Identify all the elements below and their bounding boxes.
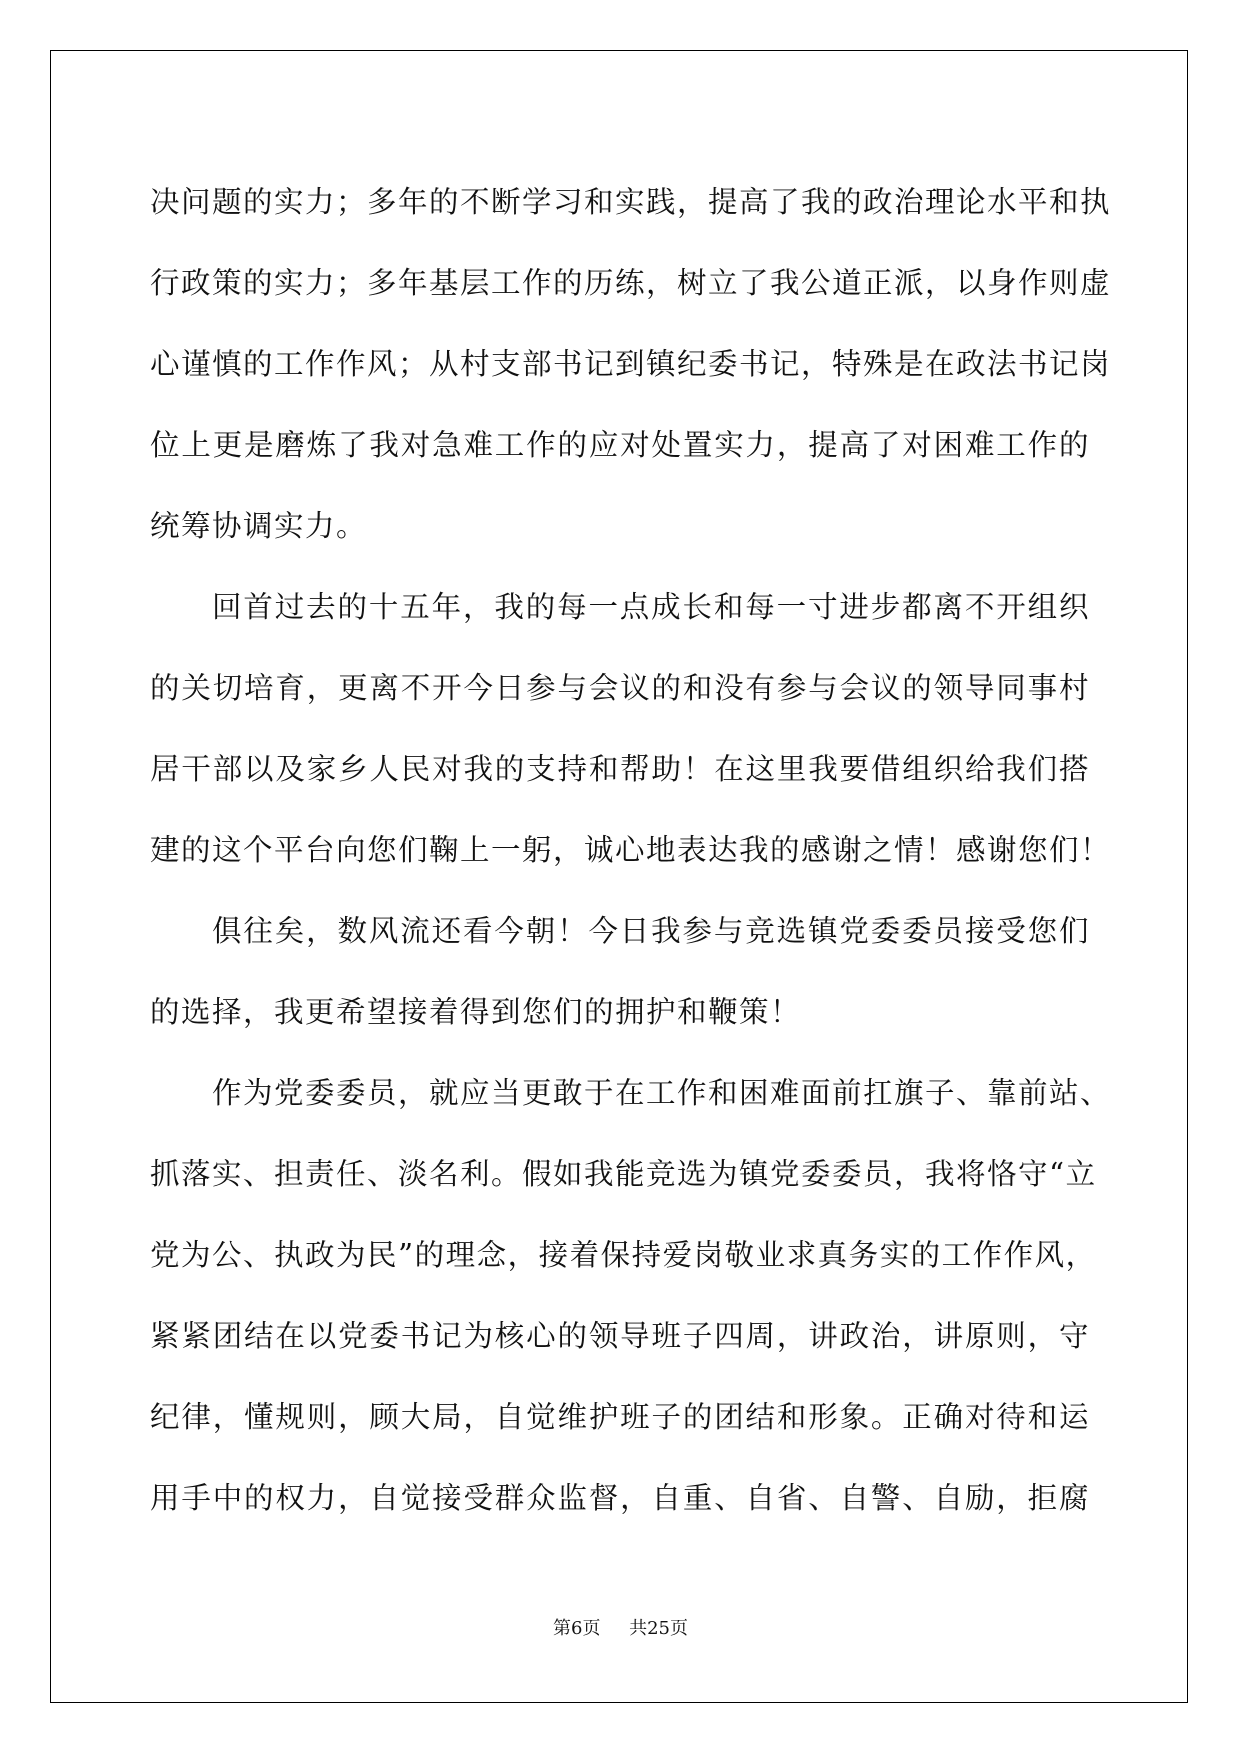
total-pages: 共25页 bbox=[629, 1618, 688, 1639]
text-line: 行政策的实力；多年基层工作的历练，树立了我公道正派，以身作则虚 bbox=[150, 266, 1112, 300]
text-line: 的选择，我更希望接着得到您们的拥护和鞭策！ bbox=[150, 995, 802, 1029]
paragraph-start-line: 俱往矣，数风流还看今朝！今日我参与竞选镇党委委员接受您们 bbox=[212, 914, 1090, 948]
text-line: 抓落实、担责任、淡名利。假如我能竞选为镇党委委员，我将恪守“立 bbox=[150, 1157, 1097, 1191]
text-line: 决问题的实力；多年的不断学习和实践，提高了我的政治理论水平和执 bbox=[150, 185, 1112, 219]
text-line: 紧紧团结在以党委书记为核心的领导班子四周，讲政治，讲原则，守 bbox=[150, 1319, 1090, 1353]
text-line: 的关切培育，更离不开今日参与会议的和没有参与会议的领导同事村 bbox=[150, 671, 1090, 705]
text-line: 心谨慎的工作作风；从村支部书记到镇纪委书记，特殊是在政法书记岗 bbox=[150, 347, 1112, 381]
paragraph-start-line: 回首过去的十五年，我的每一点成长和每一寸进步都离不开组织 bbox=[212, 590, 1090, 624]
document-body bbox=[150, 162, 1112, 1539]
text-line: 位上更是磨炼了我对急难工作的应对处置实力，提高了对困难工作的 bbox=[150, 428, 1090, 462]
page-footer bbox=[0, 1614, 1241, 1640]
text-line: 用手中的权力，自觉接受群众监督，自重、自省、自警、自励，拒腐 bbox=[150, 1481, 1090, 1515]
page-number: 第6页 bbox=[553, 1618, 601, 1639]
paragraph-start-line: 作为党委委员，就应当更敢于在工作和困难面前扛旗子、靠前站、 bbox=[212, 1076, 1112, 1110]
text-line: 纪律，懂规则，顾大局，自觉维护班子的团结和形象。正确对待和运 bbox=[150, 1400, 1090, 1434]
text-line: 建的这个平台向您们鞠上一躬，诚心地表达我的感谢之情！感谢您们！ bbox=[150, 833, 1112, 867]
text-line: 居干部以及家乡人民对我的支持和帮助！在这里我要借组织给我们搭 bbox=[150, 752, 1090, 786]
text-line: 统筹协调实力。 bbox=[150, 509, 368, 543]
text-line: 党为公、执政为民”的理念，接着保持爱岗敬业求真务实的工作作风， bbox=[150, 1238, 1097, 1272]
